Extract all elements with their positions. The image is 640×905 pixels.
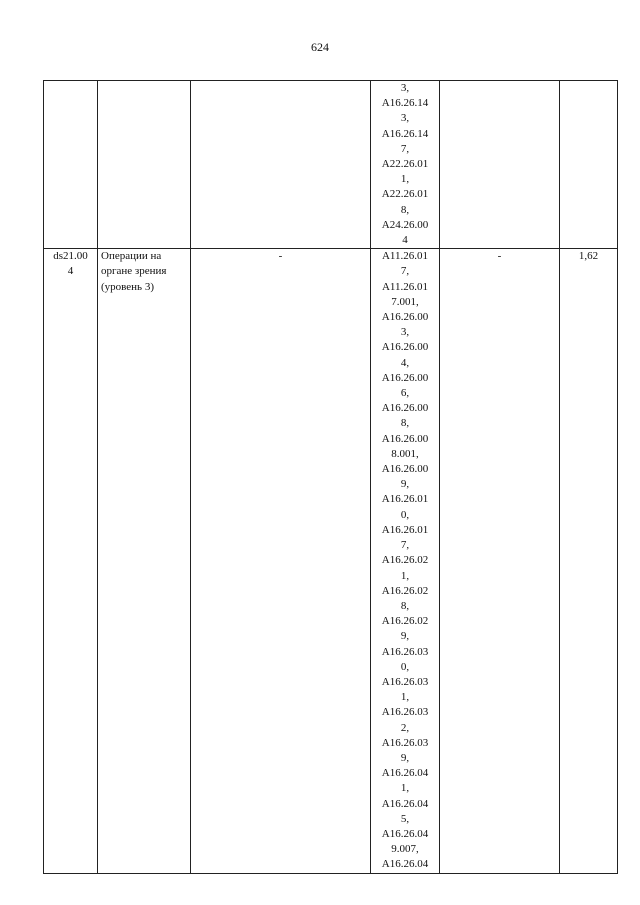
cell-line: A16.26.03: [381, 736, 429, 749]
cell-line: A16.26.00: [381, 341, 429, 354]
cell-coef: [560, 81, 618, 249]
cell-col3: -: [191, 249, 371, 873]
cell-line: 5,: [400, 812, 410, 825]
cell-line: A22.26.01: [381, 188, 429, 201]
cell-line: 0,: [400, 508, 410, 521]
cell-line: Операции на: [101, 250, 162, 263]
cell-line: A22.26.01: [381, 158, 429, 171]
cell-line: 9,: [400, 478, 410, 491]
cell-line: A16.26.02: [381, 554, 429, 567]
cell-line: A16.26.00: [381, 463, 429, 476]
tariff-table: [43, 80, 618, 874]
cell-line: A16.26.01: [381, 493, 429, 506]
cell-col3: [191, 81, 371, 249]
cell-line: ds21.00: [53, 250, 88, 263]
cell-line: 3,: [400, 112, 410, 125]
cell-coef: 1,62: [560, 249, 618, 873]
table-row: [44, 249, 618, 873]
cell-line: A24.26.00: [381, 218, 429, 231]
page-number: 624: [311, 40, 329, 54]
cell-services: [371, 249, 440, 873]
cell-line: 3,: [400, 82, 410, 94]
cell-line: 6,: [400, 387, 410, 400]
cell-line: 8,: [400, 417, 410, 430]
cell-code: [44, 81, 98, 249]
cell-line: органе зрения: [101, 265, 167, 278]
cell-line: A16.26.03: [381, 675, 429, 688]
cell-line: 4: [402, 234, 408, 247]
cell-line: 8,: [400, 203, 410, 216]
cell-col5: -: [440, 249, 560, 873]
cell-line: A16.26.04: [381, 797, 429, 810]
cell-line: A16.26.04: [381, 767, 429, 780]
cell-line: 0,: [400, 660, 410, 673]
cell-line: A16.26.02: [381, 584, 429, 597]
cell-line: A16.26.01: [381, 523, 429, 536]
cell-name: [98, 249, 191, 873]
cell-line: 8.001,: [391, 447, 419, 460]
cell-line: 2,: [400, 721, 410, 734]
cell-line: A16.26.14: [381, 127, 429, 140]
cell-line: 3,: [400, 326, 410, 339]
cell-line: A16.26.00: [381, 402, 429, 415]
cell-line: 7,: [400, 142, 410, 155]
cell-line: 9,: [400, 630, 410, 643]
cell-line: 7.001,: [391, 295, 419, 308]
cell-line: 4,: [400, 356, 410, 369]
cell-line: A16.26.02: [381, 615, 429, 628]
cell-name: [98, 81, 191, 249]
cell-line: 1,: [400, 569, 410, 582]
cell-line: 9.007,: [391, 843, 419, 856]
cell-line: A11.26.01: [381, 250, 429, 263]
cell-line: A11.26.01: [381, 280, 429, 293]
cell-line: A16.26.00: [381, 432, 429, 445]
cell-line: 4: [67, 265, 74, 278]
cell-line: 1,: [400, 691, 410, 704]
table-row: [44, 81, 618, 249]
cell-services: [371, 81, 440, 249]
cell-line: 8,: [400, 599, 410, 612]
cell-line: 1,: [400, 173, 410, 186]
cell-line: 7,: [400, 539, 410, 552]
cell-line: A16.26.14: [381, 97, 429, 110]
cell-line: A16.26.00: [381, 311, 429, 324]
cell-line: 1,: [400, 782, 410, 795]
cell-line: A16.26.00: [381, 371, 429, 384]
cell-line: A16.26.03: [381, 645, 429, 658]
cell-line: (уровень 3): [101, 280, 154, 293]
cell-line: 7,: [400, 265, 410, 278]
cell-line: A16.26.04: [381, 858, 429, 871]
cell-line: A16.26.03: [381, 706, 429, 719]
cell-code: [44, 249, 98, 873]
cell-line: 9,: [400, 751, 410, 764]
cell-line: A16.26.04: [381, 827, 429, 840]
cell-col5: [440, 81, 560, 249]
